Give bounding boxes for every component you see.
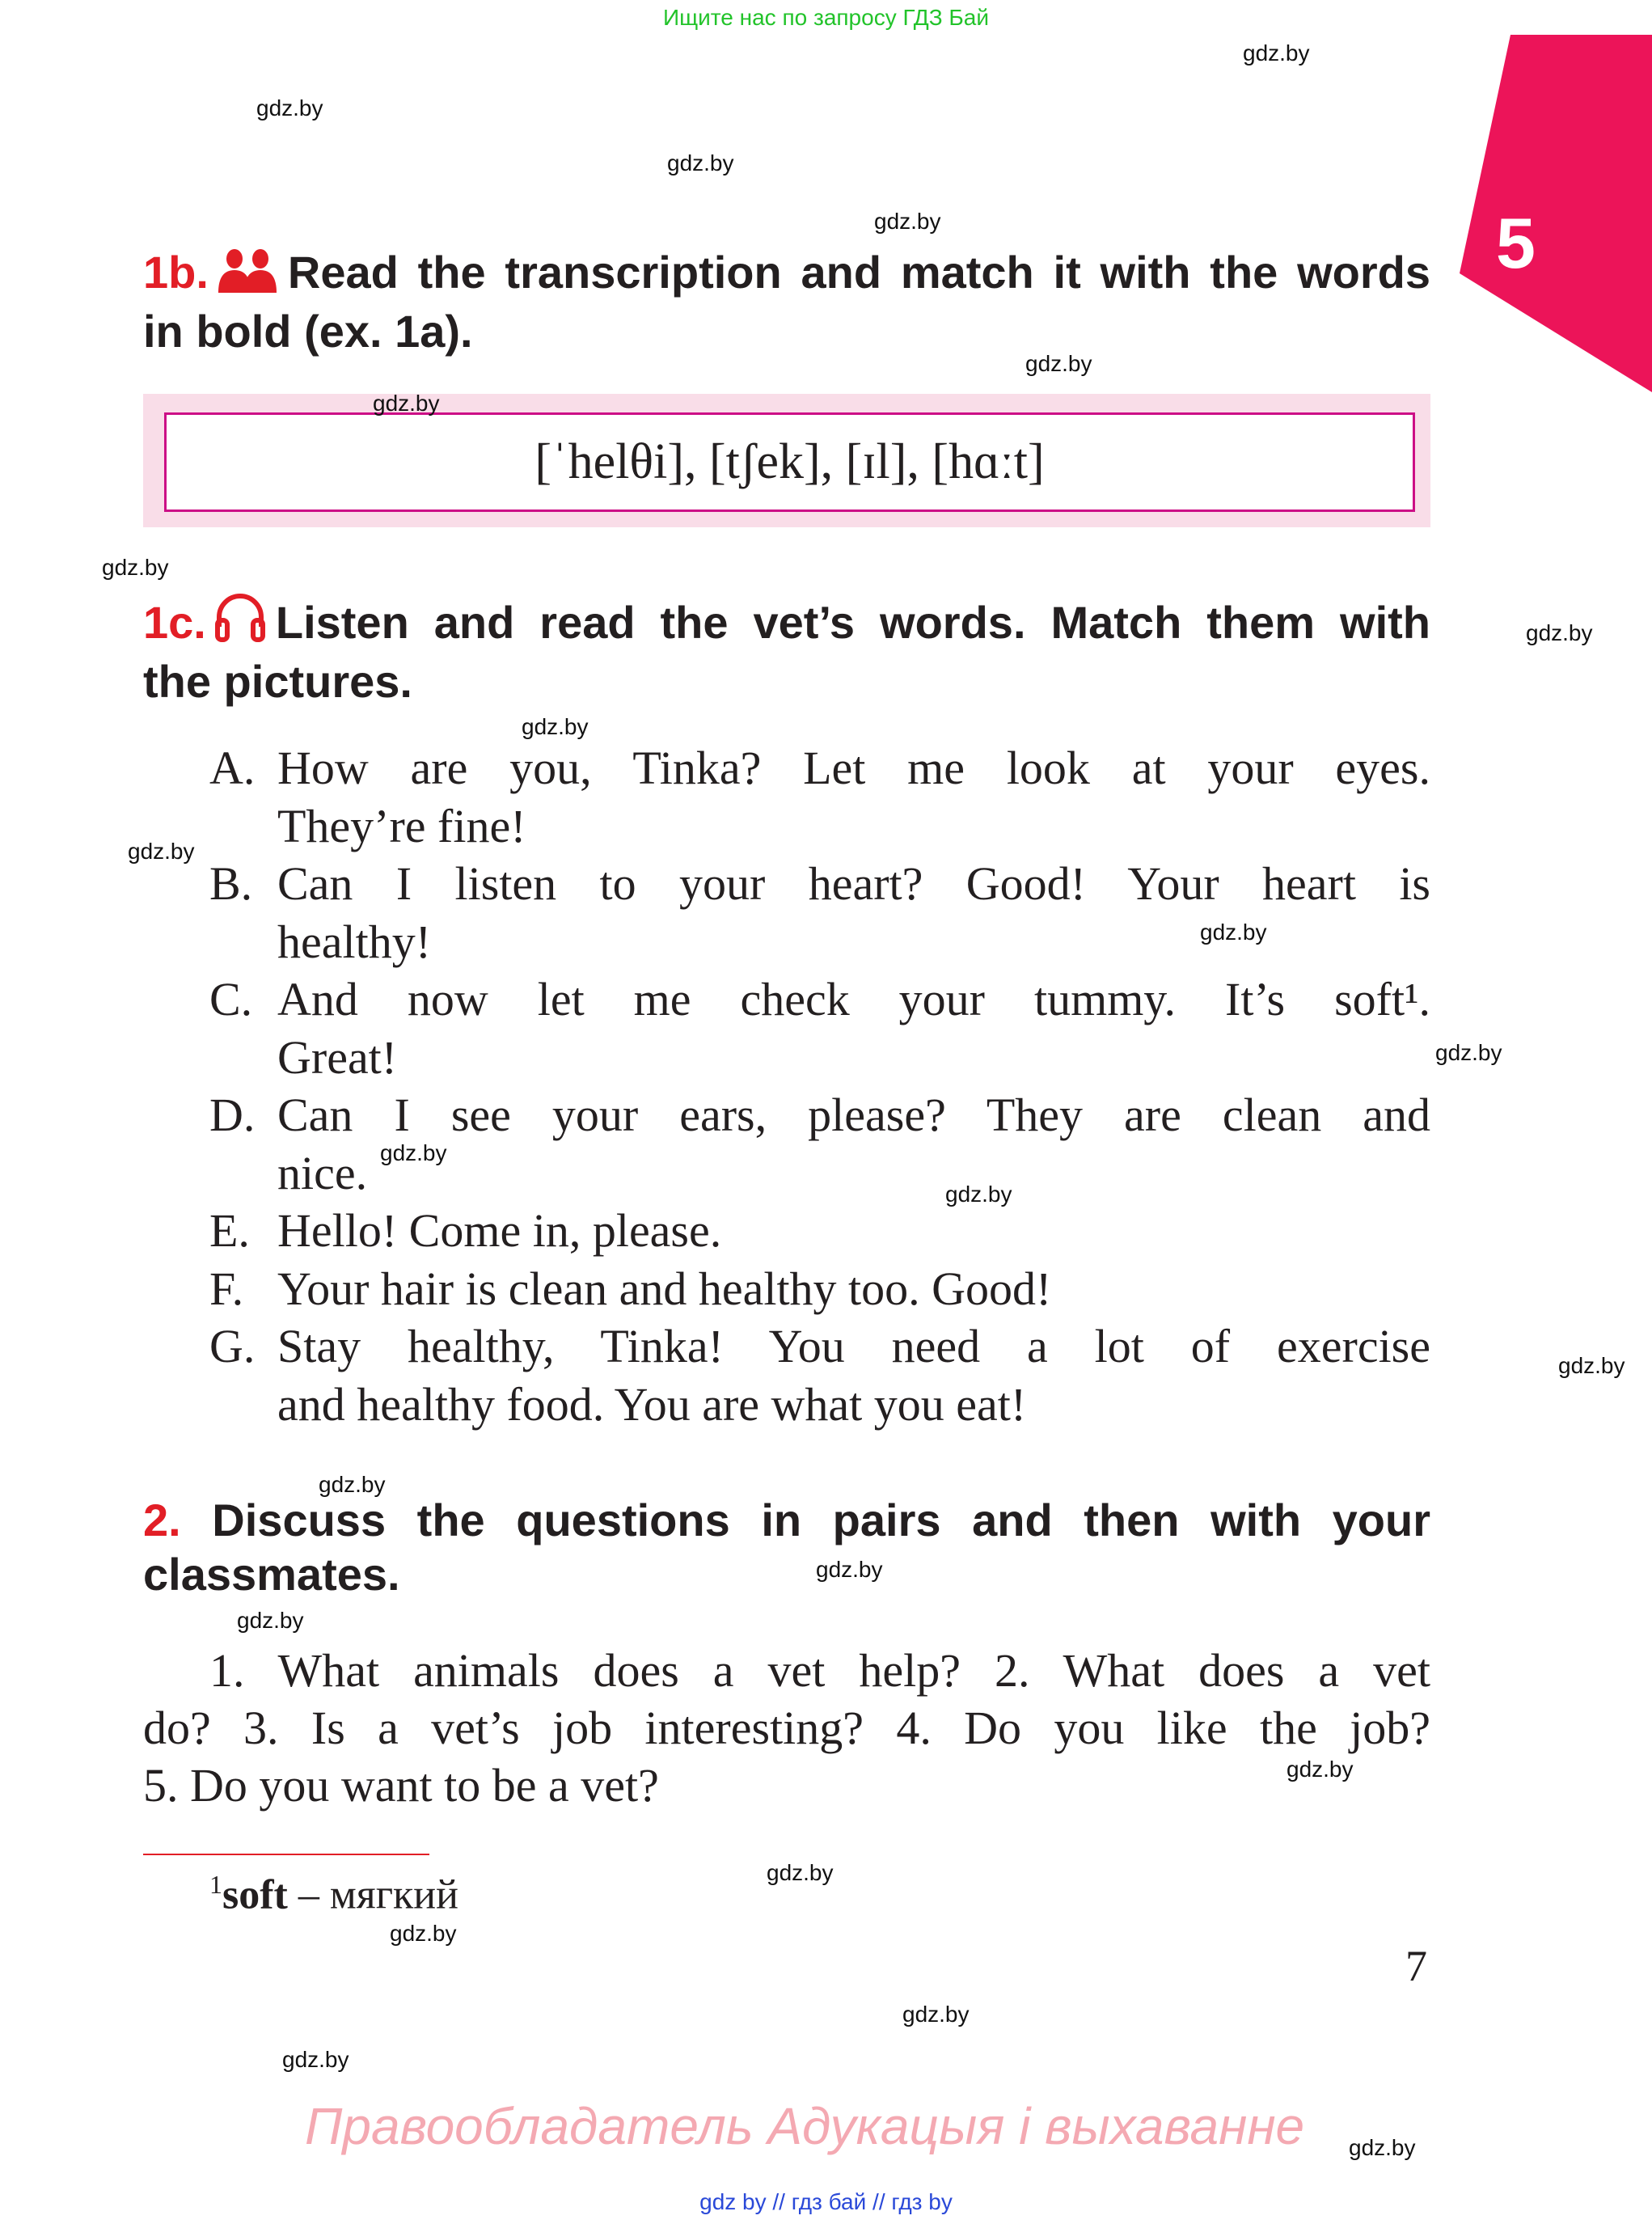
- watermark: gdz.by: [816, 1557, 883, 1582]
- transcription-box: [164, 412, 1415, 512]
- list-item: [209, 739, 1430, 855]
- footnote-translation: – мягкий: [287, 1871, 458, 1918]
- watermark: gdz.by: [1287, 1757, 1354, 1782]
- item-line: healthy!: [277, 915, 432, 968]
- watermark: gdz.by: [522, 714, 589, 739]
- watermark: gdz.by: [102, 555, 169, 580]
- questions-paragraph: [143, 1642, 1430, 1814]
- item-line: Great!: [277, 1030, 398, 1084]
- headphones-icon: [211, 590, 269, 654]
- watermark: gdz.by: [902, 2002, 970, 2027]
- paragraph-line: 5. Do you want to be a vet?: [143, 1759, 659, 1812]
- item-line: Hello! Come in, please.: [277, 1204, 722, 1257]
- pair-work-icon: [213, 249, 281, 304]
- item-label: C.: [209, 973, 253, 1025]
- item-line: nice.: [277, 1146, 368, 1199]
- search-hint: Ищите нас по запросу ГДЗ Бай: [662, 5, 990, 30]
- watermark: gdz.by: [945, 1182, 1012, 1207]
- bottom-links[interactable]: gdz by // гдз бай // гдз by: [699, 2189, 953, 2214]
- exercise-number: 2.: [143, 1495, 181, 1545]
- watermark: gdz.by: [1025, 351, 1092, 376]
- watermark: gdz.by: [128, 839, 195, 864]
- watermark: gdz.by: [1349, 2135, 1416, 2160]
- watermark: gdz.by: [256, 95, 323, 121]
- watermark: gdz.by: [1200, 920, 1267, 945]
- watermark: gdz.by: [1526, 620, 1593, 645]
- item-line: and healthy food. You are what you eat!: [277, 1377, 1027, 1431]
- transcription-text: [ˈhelθi], [tʃek], [ɪl], [hɑːt]: [534, 434, 1045, 489]
- footnote-word: soft: [222, 1871, 288, 1918]
- exercise-1b-heading: [143, 245, 1430, 358]
- watermark: gdz.by: [1243, 40, 1310, 66]
- heading-line: Discuss the questions in pairs and then with your: [212, 1495, 1430, 1545]
- heading-line: in bold (ex. 1a).: [143, 306, 473, 357]
- item-line: They’re fine!: [277, 799, 526, 852]
- watermark: gdz.by: [319, 1472, 386, 1497]
- item-label: F.: [209, 1262, 244, 1315]
- vet-words-list: [209, 739, 1430, 1433]
- heading-line: Read the transcription and match it with the words: [287, 247, 1430, 298]
- footnote-divider: [143, 1854, 429, 1855]
- exercise-2-heading: [143, 1493, 1430, 1601]
- item-label: A.: [209, 742, 256, 794]
- watermark: gdz.by: [237, 1608, 304, 1633]
- item-line: Can I see your ears, please? They are clean and: [277, 1089, 1430, 1141]
- watermark: gdz.by: [667, 150, 734, 175]
- exercise-number: 1b.: [143, 247, 209, 298]
- item-line: And now let me check your tummy. It’s soft¹.: [277, 973, 1430, 1025]
- heading-line: Listen and read the vet’s words. Match them with: [275, 597, 1430, 648]
- watermark: gdz.by: [1558, 1353, 1625, 1378]
- item-line: Your hair is clean and healthy too. Good!: [277, 1262, 1052, 1315]
- heading-line: the pictures.: [143, 656, 412, 707]
- watermark: gdz.by: [390, 1921, 457, 1946]
- item-label: E.: [209, 1204, 250, 1257]
- exercise-number: 1c.: [143, 597, 206, 648]
- exercise-1c-heading: [143, 590, 1430, 708]
- unit-number: 5: [1496, 203, 1536, 283]
- page-number: 7: [1405, 1942, 1427, 1990]
- list-item: [209, 1260, 1430, 1318]
- watermark: gdz.by: [767, 1860, 834, 1885]
- watermark: gdz.by: [874, 209, 941, 234]
- watermark: gdz.by: [373, 391, 440, 416]
- item-label: D.: [209, 1089, 256, 1141]
- rights-holder-watermark: Правообладатель Адукацыя і выхаванне: [305, 2097, 1305, 2155]
- item-label: G.: [209, 1320, 256, 1372]
- watermark: gdz.by: [1435, 1040, 1502, 1065]
- heading-line: classmates.: [143, 1549, 400, 1600]
- paragraph-line: do? 3. Is a vet’s job interesting? 4. Do you like the job?: [143, 1702, 1430, 1754]
- paragraph-line: 1. What animals does a vet help? 2. What does a vet: [209, 1644, 1430, 1697]
- list-item: [209, 1202, 1430, 1260]
- footnote: [209, 1870, 458, 1918]
- footnote-mark: 1: [209, 1870, 222, 1899]
- list-item: [209, 1317, 1430, 1433]
- list-item: [209, 855, 1430, 970]
- watermark: gdz.by: [282, 2047, 349, 2072]
- item-label: B.: [209, 857, 253, 910]
- item-line: Can I listen to your heart? Good! Your heart is: [277, 857, 1430, 910]
- watermark: gdz.by: [380, 1140, 447, 1165]
- list-item: [209, 970, 1430, 1086]
- item-line: How are you, Tinka? Let me look at your eyes.: [277, 742, 1430, 794]
- item-line: Stay healthy, Tinka! You need a lot of exercise: [277, 1320, 1430, 1372]
